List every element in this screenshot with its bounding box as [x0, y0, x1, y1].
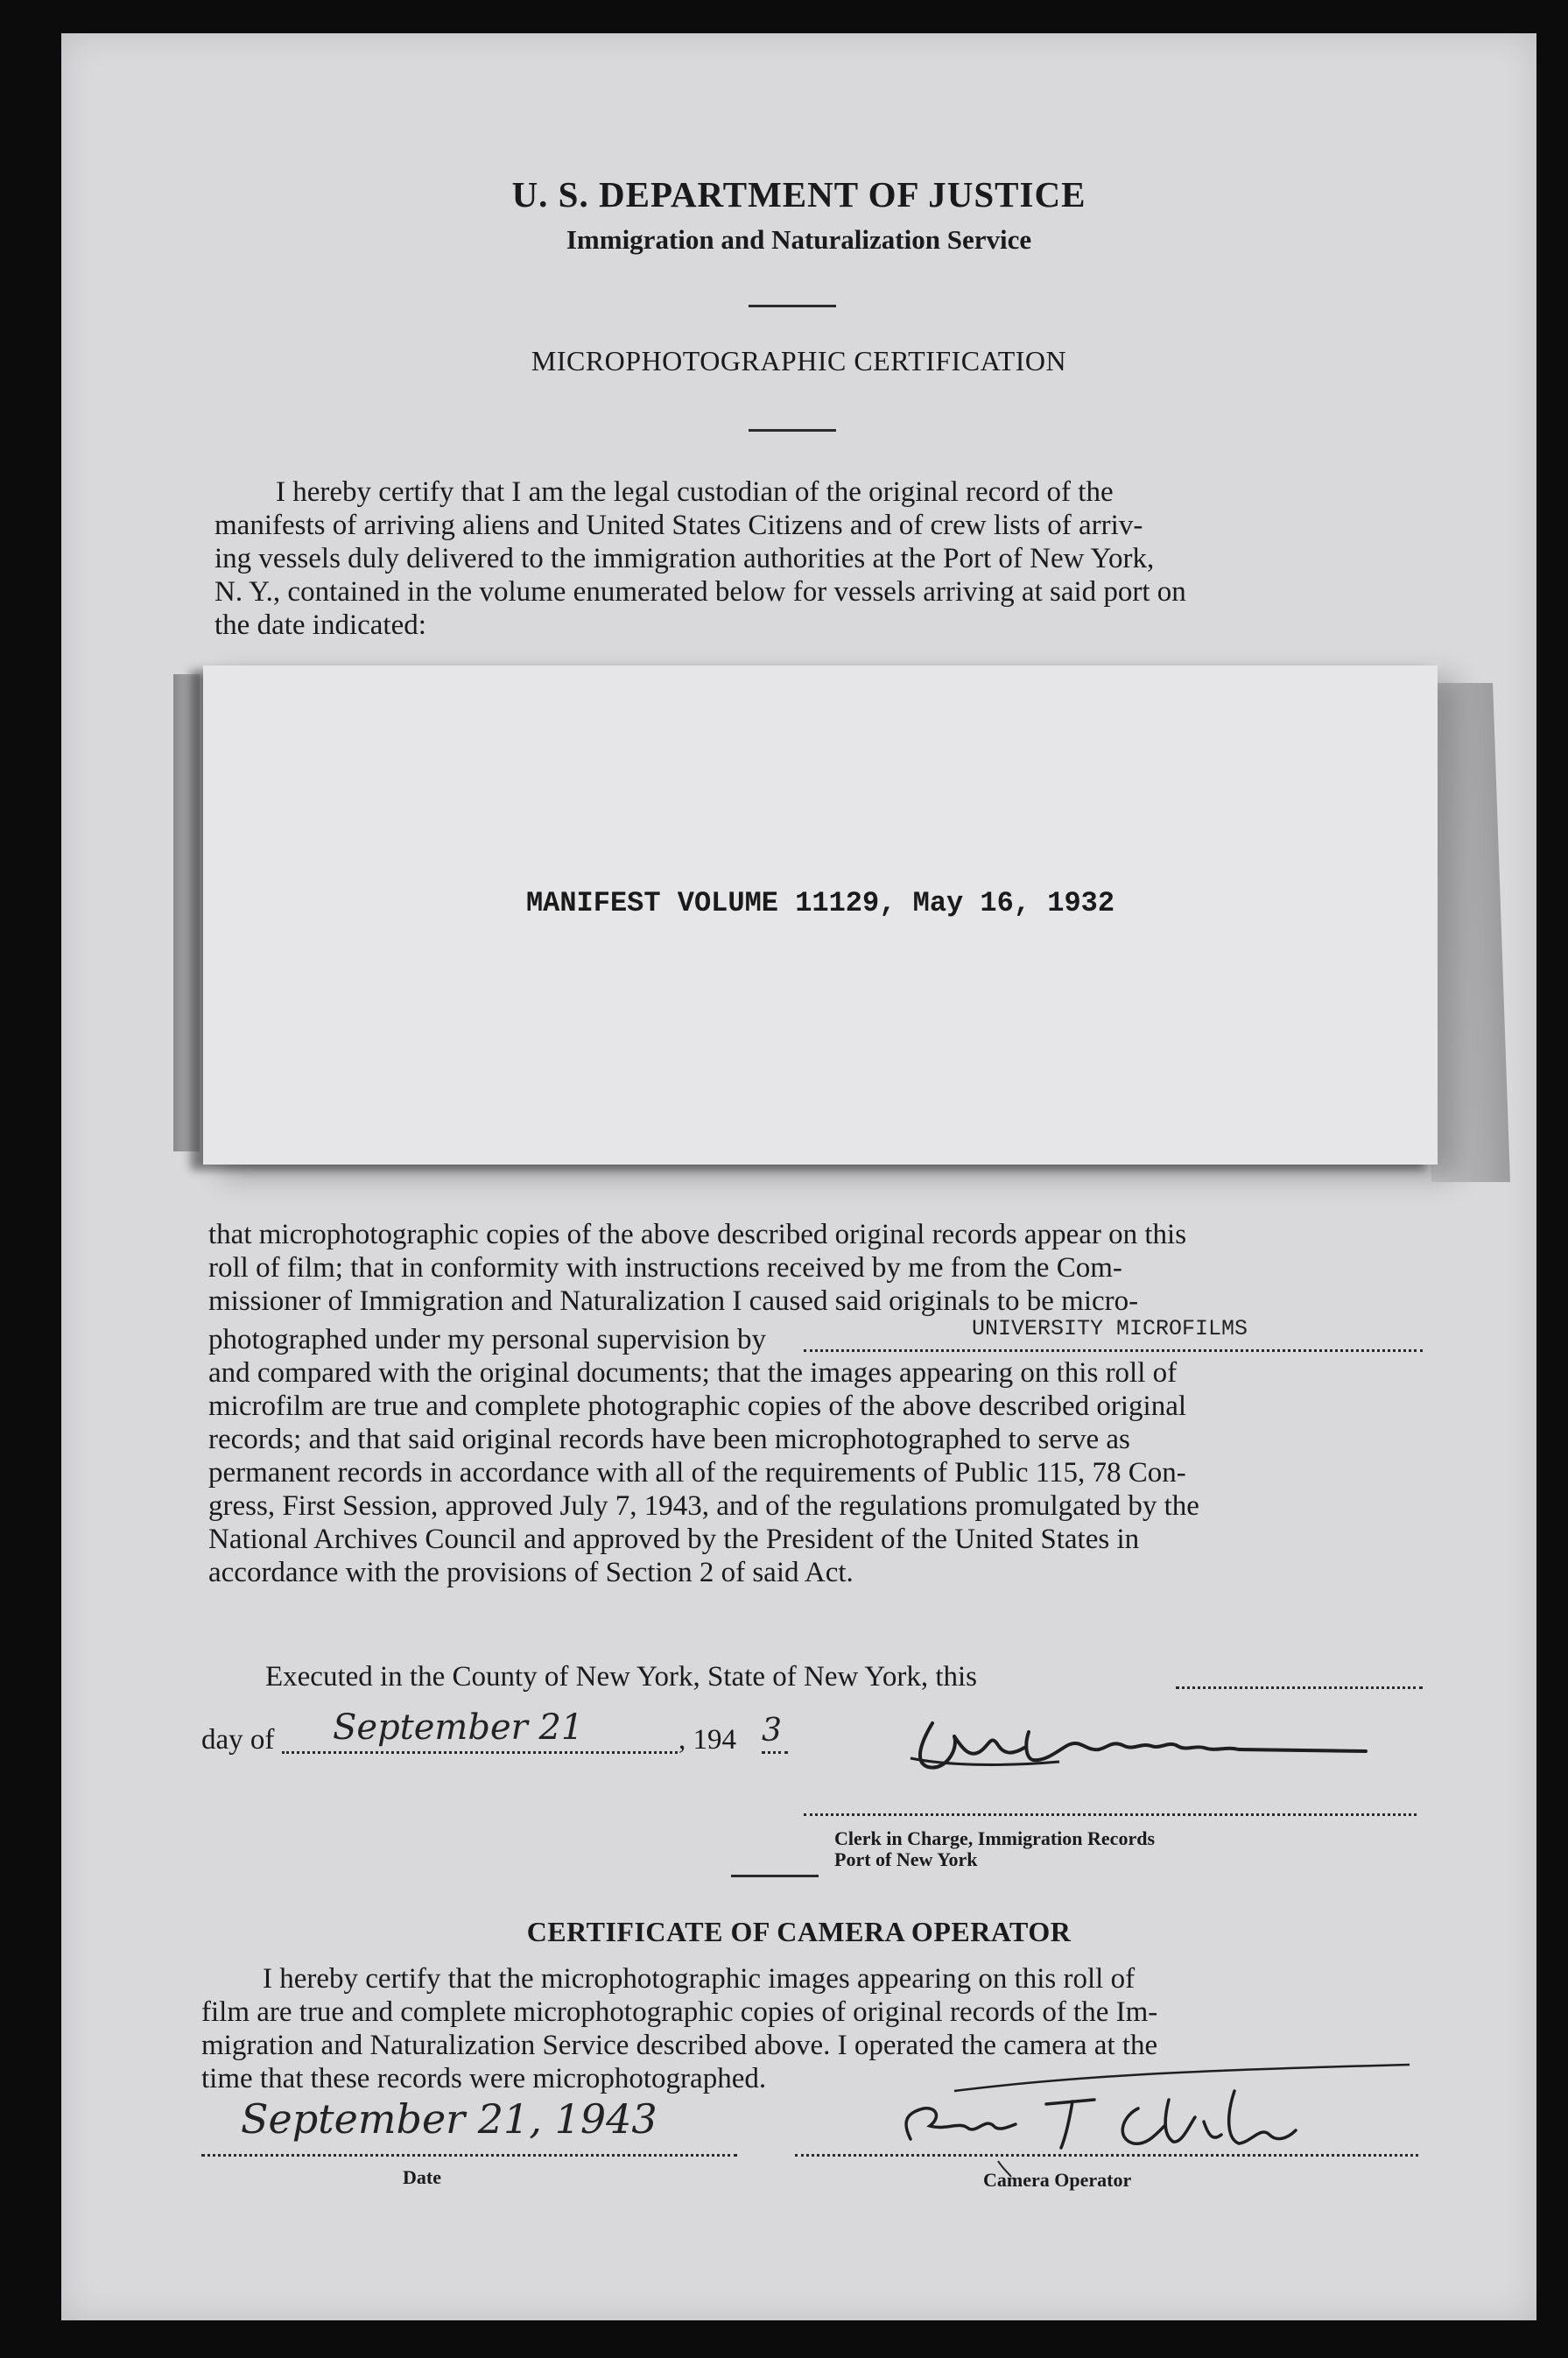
- manifest-volume-text: MANIFEST VOLUME 11129, May 16, 1932: [525, 887, 1115, 919]
- date-label: Date: [403, 2166, 441, 2188]
- camera-operator-title: CERTIFICATE OF CAMERA OPERATOR: [526, 1916, 1072, 1947]
- intro-line: I hereby certify that I am the legal custodian of the original record of the: [276, 476, 1114, 508]
- supervision-dotted-line: [804, 1349, 1423, 1352]
- operator-signature: [875, 2056, 1418, 2179]
- supervision-prefix: photographed under my personal supervision by: [208, 1324, 766, 1355]
- body-line: microfilm are true and complete photographic copies of the above described original: [208, 1390, 1187, 1422]
- intro-line: manifests of arriving aliens and United States Citizens and of crew lists of arriv-: [214, 510, 1143, 541]
- execution-line: [265, 1660, 1423, 1695]
- camera-line: I hereby certify that the microphotographic images appearing on this roll of: [263, 1963, 1136, 1995]
- clerk-port-line: Port of New York: [834, 1848, 978, 1870]
- clerk-signature-line: [804, 1813, 1417, 1816]
- body-line: roll of film; that in conformity with instructions received by me from the Com-: [208, 1252, 1122, 1284]
- camera-line: time that these records were microphotographed.: [201, 2063, 767, 2094]
- handwritten-date: September 21: [333, 1707, 584, 1748]
- service-subheading: Immigration and Naturalization Service: [566, 224, 1032, 255]
- body-line: and compared with the original documents; that the images appearing on this roll of: [208, 1357, 1178, 1389]
- certification-title: MICROPHOTOGRAPHIC CERTIFICATION: [531, 345, 1067, 377]
- year-dotted-line: [762, 1751, 788, 1754]
- clerk-signature: [893, 1697, 1383, 1793]
- intro-line: N. Y., contained in the volume enumerated below for vessels arriving at said port on: [214, 576, 1186, 608]
- body-line: gress, First Session, approved July 7, 1943, and of the regulations promulgated by the: [208, 1490, 1199, 1522]
- execution-dotted-line: [1176, 1686, 1423, 1689]
- clerk-title: [834, 1828, 1155, 1870]
- body-line: records; and that said original records have been microphotographed to serve as: [208, 1424, 1130, 1455]
- camera-line: migration and Naturalization Service described above. I operated the camera at the: [201, 2030, 1158, 2061]
- divider: [731, 1875, 819, 1877]
- document-page: [61, 33, 1536, 2320]
- day-of-label: day of: [201, 1724, 275, 1756]
- clerk-title-line: Clerk in Charge, Immigration Records: [834, 1827, 1156, 1849]
- year-handwritten-digit: 3: [762, 1713, 782, 1749]
- body-line: National Archives Council and approved by the President of the United States in: [208, 1524, 1140, 1555]
- body-line-supervision: [208, 1316, 1423, 1356]
- camera-handwritten-date: September 21, 1943: [241, 2095, 657, 2143]
- divider: [749, 429, 836, 432]
- body-line: permanent records in accordance with all of the requirements of Public 115, 78 Con-: [208, 1457, 1186, 1489]
- body-line: that microphotographic copies of the above described original records appear on this: [208, 1219, 1187, 1250]
- year-prefix: , 194: [679, 1724, 736, 1756]
- date-line: [201, 2154, 737, 2157]
- body-line: missioner of Immigration and Naturalization I caused said originals to be micro-: [208, 1285, 1139, 1317]
- day-of-line: [201, 1707, 884, 1767]
- day-dotted-line: [282, 1751, 678, 1754]
- department-heading: U. S. DEPARTMENT OF JUSTICE: [511, 174, 1086, 215]
- intro-line: ing vessels duly delivered to the immigration authorities at the Port of New York,: [214, 543, 1155, 574]
- execution-text: Executed in the County of New York, State of New York, this: [265, 1661, 978, 1693]
- intro-paragraph: [214, 475, 1431, 642]
- camera-operator-label: Camera Operator: [983, 2169, 1132, 2191]
- camera-line: film are true and complete microphotographic copies of original records of the Im-: [201, 1996, 1158, 2028]
- certification-body: [208, 1218, 1423, 1589]
- microfilm-company-typed: UNIVERSITY MICROFILMS: [972, 1316, 1248, 1341]
- divider: [749, 305, 836, 307]
- body-line: accordance with the provisions of Section 2 of said Act.: [208, 1557, 854, 1588]
- intro-line: the date indicated:: [214, 609, 426, 641]
- operator-signature-line: [795, 2154, 1418, 2157]
- card-shadow: [173, 674, 200, 1151]
